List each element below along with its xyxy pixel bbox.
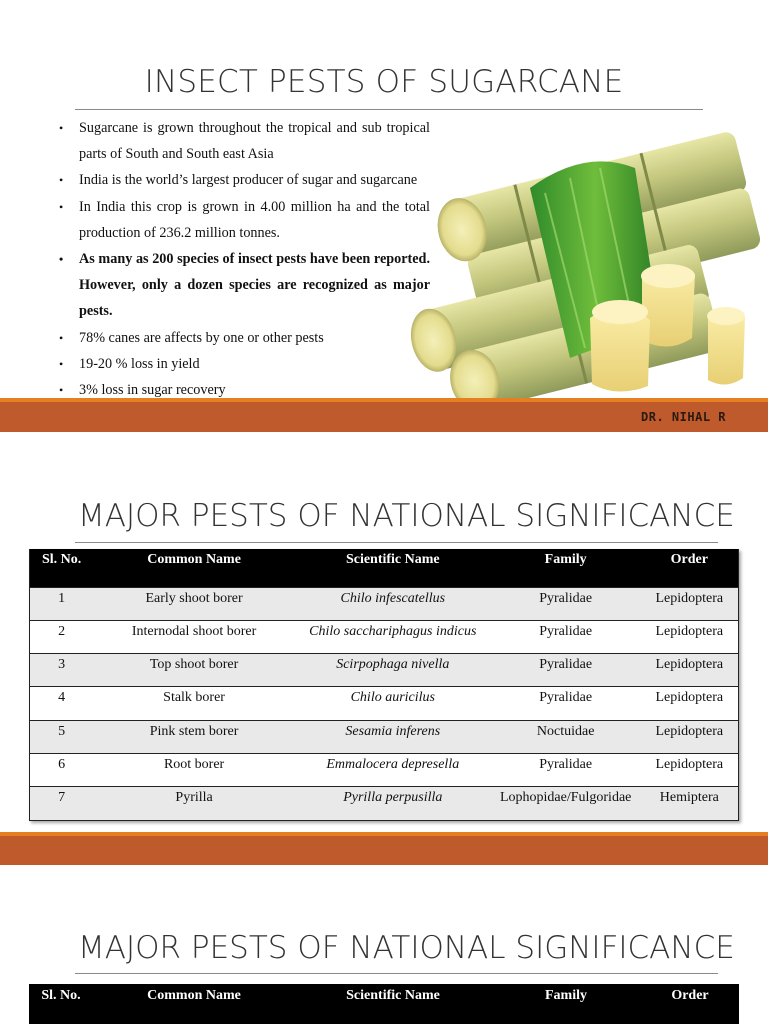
cell-sl-no: 2 — [30, 620, 94, 653]
cell-order: Lepidoptera — [641, 654, 739, 687]
footer-band — [0, 836, 768, 865]
table-row — [30, 753, 739, 786]
table-row — [30, 687, 739, 720]
cell-scientific-name: Chilo infescatellus — [295, 587, 491, 620]
slide-insect-pests — [0, 0, 768, 432]
cell-family: Pyralidae — [491, 620, 641, 653]
bullet-item: • Sugarcane is grown throughout the tropical and sub tropical parts of South and South east Asia — [58, 115, 430, 167]
cell-common-name: Top shoot borer — [93, 654, 295, 687]
cell-scientific-name: Chilo sacchariphagus indicus — [295, 620, 491, 653]
slide-major-pests — [0, 470, 768, 865]
cell-order: Lepidoptera — [641, 620, 739, 653]
cell-scientific-name: Scirpophaga nivella — [295, 654, 491, 687]
cell-sl-no: 7 — [30, 787, 94, 820]
title-divider — [75, 973, 718, 974]
cell-scientific-name: Chilo auricilus — [295, 687, 491, 720]
cell-sl-no: 5 — [30, 720, 94, 753]
cell-family: Pyralidae — [491, 654, 641, 687]
cell-order: Hemiptera — [641, 787, 739, 820]
cell-common-name: Pyrilla — [93, 787, 295, 820]
table-row — [30, 620, 739, 653]
cell-family: Pyralidae — [491, 753, 641, 786]
cell-common-name: Internodal shoot borer — [93, 620, 295, 653]
column-header: Order — [641, 549, 739, 587]
cell-sl-no: 1 — [30, 587, 94, 620]
table-row — [30, 720, 739, 753]
author-label: DR. NIHAL R — [641, 410, 726, 424]
cell-common-name: Pink stem borer — [93, 720, 295, 753]
cell-scientific-name: Pyrilla perpusilla — [295, 787, 491, 820]
slide-title: MAJOR PESTS OF NATIONAL SIGNIFICANCE — [78, 930, 735, 966]
table-row — [30, 654, 739, 687]
sugarcane-image — [410, 128, 760, 400]
bullet-item: • As many as 200 species of insect pests have been reported. However, only a dozen species are recognized as major pests. — [58, 246, 430, 325]
column-header: Order — [671, 988, 709, 1003]
table-row — [30, 587, 739, 620]
cell-order: Lepidoptera — [641, 687, 739, 720]
slide-major-pests-continued — [0, 900, 768, 1024]
cell-common-name: Early shoot borer — [93, 587, 295, 620]
bullet-list — [58, 115, 430, 403]
cell-family: Noctuidae — [491, 720, 641, 753]
column-header: Common Name — [93, 549, 295, 587]
slide-title: MAJOR PESTS OF NATIONAL SIGNIFICANCE — [78, 498, 735, 534]
bullet-item: • 3% loss in sugar recovery — [58, 377, 430, 403]
table-header-row — [29, 984, 739, 1024]
column-header: Scientific Name — [346, 988, 440, 1003]
slide-title: INSECT PESTS OF SUGARCANE — [144, 64, 624, 100]
pests-table — [29, 549, 739, 821]
cell-scientific-name: Sesamia inferens — [295, 720, 491, 753]
column-header: Family — [491, 549, 641, 587]
cell-family: Lophopidae/Fulgoridae — [491, 787, 641, 820]
cell-common-name: Root borer — [93, 753, 295, 786]
bullet-item: • India is the world’s largest producer of sugar and sugarcane — [58, 167, 430, 193]
cell-order: Lepidoptera — [641, 587, 739, 620]
cell-order: Lepidoptera — [641, 720, 739, 753]
cell-order: Lepidoptera — [641, 753, 739, 786]
column-header: Common Name — [147, 988, 241, 1003]
bullet-item: • 19-20 % loss in yield — [58, 351, 430, 377]
cell-sl-no: 3 — [30, 654, 94, 687]
column-header: Sl. No. — [41, 988, 81, 1003]
title-divider — [75, 109, 703, 110]
bullet-item: • In India this crop is grown in 4.00 million ha and the total production of 236.2 million tonnes. — [58, 194, 430, 246]
cell-sl-no: 6 — [30, 753, 94, 786]
column-header: Sl. No. — [30, 549, 94, 587]
cell-common-name: Stalk borer — [93, 687, 295, 720]
column-header: Scientific Name — [295, 549, 491, 587]
cell-family: Pyralidae — [491, 587, 641, 620]
table-row — [30, 787, 739, 820]
cell-sl-no: 4 — [30, 687, 94, 720]
column-header: Family — [545, 988, 587, 1003]
bullet-item: • 78% canes are affects by one or other pests — [58, 325, 430, 351]
table-header-row — [30, 549, 739, 587]
cell-scientific-name: Emmalocera depresella — [295, 753, 491, 786]
cell-family: Pyralidae — [491, 687, 641, 720]
title-divider — [75, 542, 718, 543]
